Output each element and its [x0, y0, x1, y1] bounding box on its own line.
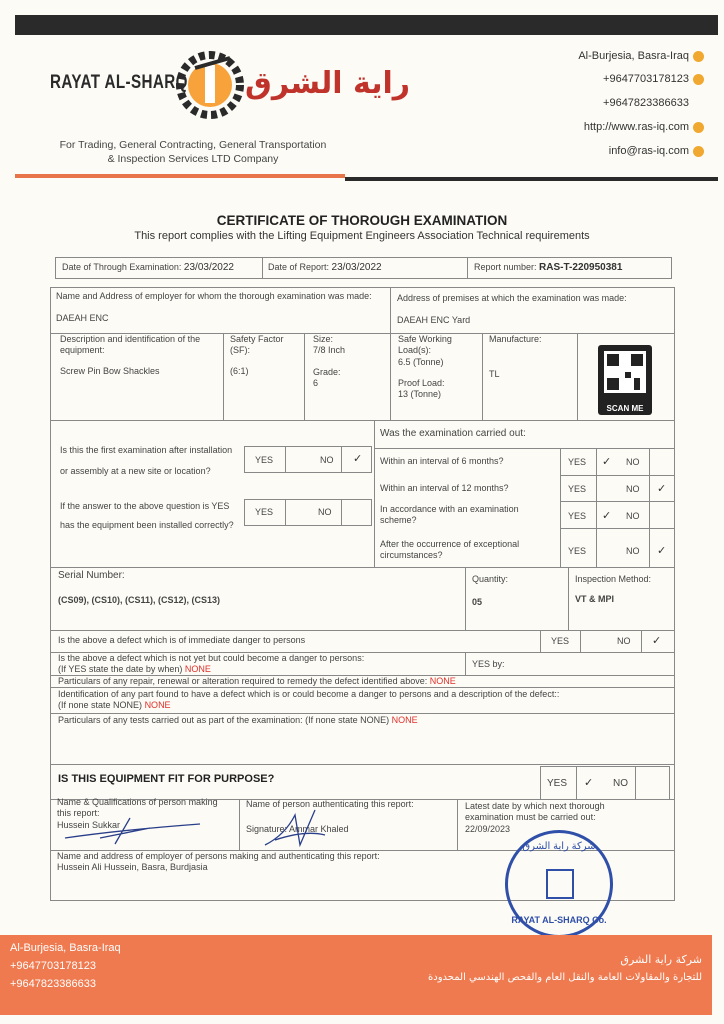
email-icon [693, 146, 704, 157]
divider-orange [15, 174, 345, 178]
no-label: NO [626, 511, 640, 521]
qr-code[interactable] [598, 345, 652, 415]
safety-factor-value: (6:1) [230, 366, 249, 376]
immediate-danger-label: Is the above a defect which is of immediate danger to persons [58, 635, 306, 645]
employer-label: Name and Address of employer for whom the thorough examination was made: [56, 291, 372, 301]
checkmark-icon[interactable]: ✓ [602, 456, 612, 468]
contact-website[interactable] [584, 121, 704, 133]
premises-label: Address of premises at which the examination was made: [397, 293, 627, 303]
no-label: NO [626, 457, 640, 467]
repair-label: Particulars of any repair, renewal or alteration required to remedy the defect identified above: [58, 676, 428, 686]
yes-label: YES [568, 484, 587, 494]
proof-load-value: 13 (Tonne) [398, 389, 442, 399]
manufacture-label: Manufacture: [489, 334, 542, 344]
email-link[interactable]: info@ras-iq.com [608, 145, 689, 157]
maker-name: Hussein Sukkar [57, 820, 121, 830]
maker-label: Name & Qualifications of person making this report: [57, 797, 218, 818]
size-label: Size: [313, 334, 334, 344]
certificate-subtitle: This report complies with the Lifting Equipment Engineers Association Technical requirements [134, 230, 590, 242]
checkmark-icon[interactable]: ✓ [602, 510, 612, 522]
grade-label: Grade: [313, 367, 341, 377]
interval-12-months: Within an interval of 12 months? [380, 483, 509, 493]
serial-value: (CS09), (CS10), (CS11), (CS12), (CS13) [58, 595, 221, 605]
phone-text: +9647823386633 [603, 97, 689, 109]
no-label: NO [617, 636, 631, 646]
yes-label: YES [255, 455, 274, 465]
no-label: NO [318, 507, 332, 517]
safety-factor-label: Safety Factor (SF): [230, 334, 284, 355]
quantity-value: 05 [472, 597, 483, 607]
divider-dark [345, 177, 718, 181]
no-label: NO [626, 546, 640, 556]
next-exam-label: Latest date by which next thorough examination must be carried out: [465, 801, 605, 822]
tests-label: Particulars of any tests carried out as part of the examination: (If none state NONE) [58, 715, 390, 725]
quantity-label: Quantity: [472, 574, 509, 584]
report-number: RAS-T-220950381 [539, 262, 623, 273]
fit-for-purpose-label: IS THIS EQUIPMENT FIT FOR PURPOSE? [58, 773, 275, 785]
signature-authenticator [255, 805, 335, 850]
yes-by-label: YES by: [472, 659, 505, 669]
none-value: NONE [184, 664, 211, 674]
swl-value: 6.5 (Tonne) [398, 357, 444, 367]
company-stamp [505, 830, 613, 938]
report-date: 23/03/2022 [331, 262, 382, 273]
tagline [48, 138, 338, 166]
phone-icon [693, 74, 704, 85]
description-label: Description and identification of the equipment: [60, 334, 201, 355]
contact-address [578, 50, 704, 62]
signature-maker [60, 810, 210, 845]
no-label: NO [626, 484, 640, 494]
yes-label: YES [568, 457, 587, 467]
checkmark-icon[interactable]: ✓ [584, 777, 594, 789]
yes-label: YES [568, 511, 587, 521]
checkmark-icon[interactable]: ✓ [652, 635, 662, 647]
footer-phone-2: +9647823386633 [10, 978, 96, 990]
contact-phone-2 [603, 97, 689, 109]
employer-value: DAEAH ENC [56, 313, 109, 323]
carried-out-label: Was the examination carried out: [380, 428, 526, 439]
scan-me-label: SCAN ME [606, 404, 644, 413]
could-become-note: (If YES state the date by when) [58, 664, 183, 674]
checkmark-icon[interactable]: ✓ [657, 545, 667, 557]
premises-value: DAEAH ENC Yard [397, 315, 471, 325]
identification-note: (If none state NONE) [58, 700, 143, 710]
none-value: NONE [391, 715, 418, 725]
report-date-label: Date of Report: [268, 262, 330, 272]
authenticator-signature: Signature: Ammar Khaled [246, 824, 349, 834]
grade-value: 6 [313, 378, 319, 388]
none-value: NONE [429, 676, 456, 686]
examination-scheme: In accordance with an examination scheme? [380, 504, 519, 525]
stamp-derrick-icon [546, 869, 574, 899]
exam-date: 23/03/2022 [183, 262, 234, 273]
footer-address: Al-Burjesia, Basra-Iraq [10, 942, 121, 954]
question-installed-correctly: If the answer to the above question is YES has the equipment been installed correctly? [60, 501, 234, 530]
question-first-exam: Is this the first examination after installation or assembly at a new site or location? [60, 445, 233, 476]
next-exam-date: 22/09/2023 [465, 824, 511, 834]
serial-label: Serial Number: [58, 570, 125, 581]
website-link[interactable]: http://www.ras-iq.com [583, 121, 689, 133]
could-become-label: Is the above a defect which is not yet but could become a danger to persons: [58, 653, 365, 663]
employer-persons-label: Name and address of employer of persons making and authenticating this report: [57, 851, 380, 861]
contact-email[interactable] [609, 145, 704, 157]
top-bar [15, 15, 718, 35]
none-value: NONE [144, 700, 171, 710]
swl-label: Safe Working Load(s): [398, 334, 452, 355]
company-name-ar: راية الشرق [245, 66, 411, 101]
report-number-label: Report number: [474, 262, 537, 272]
globe-icon [693, 122, 704, 133]
interval-6-months: Within an interval of 6 months? [380, 456, 504, 466]
footer-company-ar: شركة راية الشرق [620, 953, 702, 966]
manufacture-value: TL [489, 369, 500, 379]
contact-phone-1 [603, 73, 704, 85]
yes-label: YES [551, 636, 570, 646]
tagline-1: For Trading, General Contracting, General Transportation [59, 139, 327, 151]
identification-label: Identification of any part found to have a defect which is or could become a danger to persons and a description of the defect:: [58, 689, 560, 699]
company-name-en: RAYAT AL-SHARQ [50, 72, 188, 93]
proof-load-label: Proof Load: [398, 378, 445, 388]
description-value: Screw Pin Bow Shackles [60, 366, 160, 376]
tagline-2: & Inspection Services LTD Company [107, 153, 279, 165]
address-text: Al-Burjesia, Basra-Iraq [578, 50, 689, 62]
certificate-title: CERTIFICATE OF THOROUGH EXAMINATION [216, 213, 508, 228]
authenticator-label: Name of person authenticating this report: [246, 799, 414, 809]
exam-date-label: Date of Through Examination: [62, 262, 182, 272]
yes-label: YES [547, 778, 568, 789]
footer-tagline-ar: للتجارة والمقاولات العامة والنقل العام والفحص الهندسي المحدودة [428, 972, 702, 983]
yes-label: YES [568, 546, 587, 556]
yes-label: YES [255, 507, 274, 517]
footer-band [0, 935, 712, 1015]
no-label: NO [613, 778, 628, 789]
inspection-method-label: Inspection Method: [575, 574, 652, 584]
employer-persons-value: Hussein Ali Hussein, Basra, Burdjasia [57, 862, 208, 872]
location-icon [693, 51, 704, 62]
phone-text: +9647703178123 [603, 73, 689, 85]
stamp-text-en: RAYAT AL-SHARQ Co. [511, 915, 607, 925]
no-label: NO [320, 455, 334, 465]
size-value: 7/8 Inch [313, 345, 346, 355]
qr-code-icon [598, 345, 652, 399]
checkmark-icon[interactable]: ✓ [657, 483, 667, 495]
exceptional-circumstances: After the occurrence of exceptional circumstances? [380, 539, 520, 560]
inspection-method-value: VT & MPI [575, 594, 615, 604]
stamp-text-ar: شركة راية الشرق [522, 841, 596, 852]
checkmark-icon[interactable]: ✓ [353, 453, 363, 465]
footer-phone-1: +9647703178123 [10, 960, 96, 972]
